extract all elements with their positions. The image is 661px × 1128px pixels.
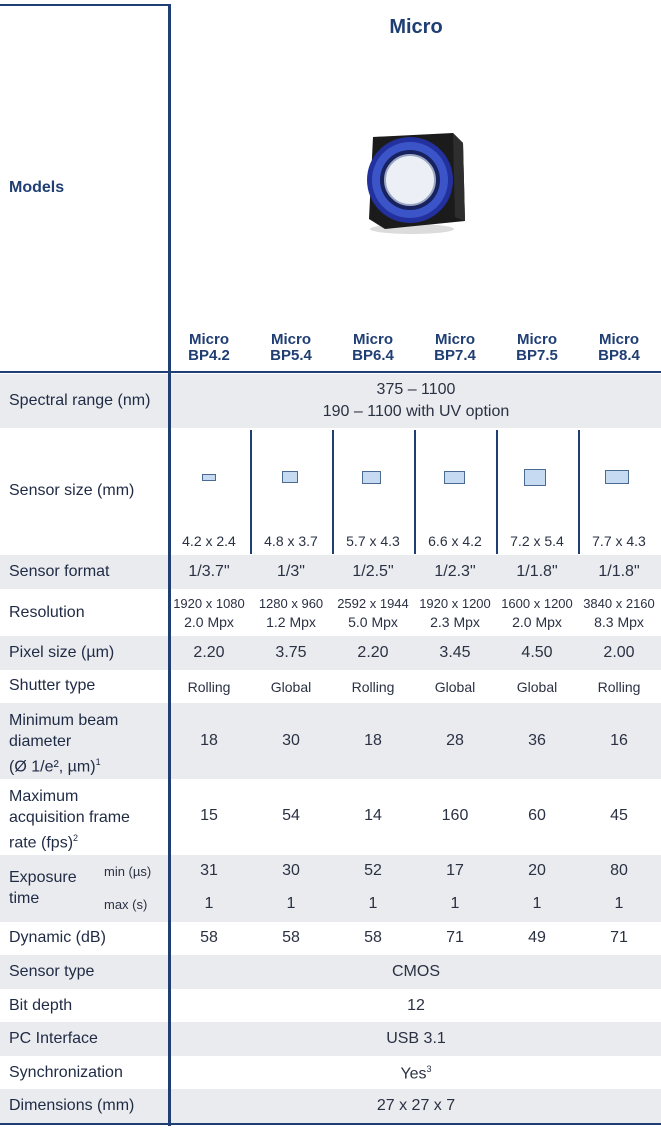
shutter-label: Shutter type — [9, 677, 96, 694]
pixel-size-bp7-5: 4.50 — [521, 644, 553, 661]
beam-label: Minimum beam diameter (Ø 1/e², µm)$^1$ — [9, 712, 119, 776]
resolution-px-bp7-4: 1920 x 1200 — [419, 596, 491, 611]
models-label: Models — [9, 179, 65, 196]
pixel-size-bp6-4: 2.20 — [357, 644, 389, 661]
exposure-max-bp4-2: 1 — [204, 895, 214, 912]
frame-rate-label: Maximum acquisition frame rate (fps)$^2$ — [9, 788, 130, 852]
pixel-size-bp4-2: 2.20 — [193, 644, 225, 661]
model-bp6-4: Micro BP6.4 — [352, 331, 394, 364]
exposure-min-label: min (µs) — [104, 864, 152, 879]
shutter-bp6-4: Rolling — [351, 679, 395, 695]
sensor-format-bp4-2: 1/3.7" — [188, 563, 230, 580]
shutter-bp7-4: Global — [434, 679, 476, 695]
sensor-size-icon-bp6-4 — [362, 471, 381, 484]
pc-interface-label: PC Interface — [9, 1030, 98, 1047]
dimensions-label: Dimensions (mm) — [9, 1097, 135, 1114]
frame-rate-bp4-2: 15 — [200, 807, 218, 824]
exposure-min-bp7-5: 20 — [528, 862, 546, 879]
model-bp7-4: Micro BP7.4 — [434, 331, 476, 364]
sensor-format-bp5-4: 1/3" — [277, 563, 305, 580]
resolution-mpx-bp5-4: 1.2 Mpx — [266, 614, 316, 630]
beam-bp4-2: 18 — [200, 732, 218, 749]
sensor-size-icon-bp4-2 — [202, 474, 216, 481]
product-title: Micro — [389, 16, 443, 38]
dynamic-bp4-2: 58 — [200, 929, 218, 946]
sensor-type-value: CMOS — [392, 963, 440, 980]
resolution-px-bp7-5: 1600 x 1200 — [501, 596, 573, 611]
resolution-mpx-bp8-4: 8.3 Mpx — [594, 614, 644, 630]
top-left-border — [0, 4, 168, 6]
pixel-size-label: Pixel size (µm) — [9, 644, 115, 661]
frame-rate-bp7-5: 60 — [528, 807, 546, 824]
sensor-size-bp6-4: 5.7 x 4.3 — [346, 533, 400, 549]
sensor-size-icon-bp8-4 — [605, 470, 629, 484]
exposure-min-bp8-4: 80 — [610, 862, 628, 879]
exposure-max-label: max (s) — [104, 897, 148, 912]
sensor-size-bp4-2: 4.2 x 2.4 — [182, 533, 236, 549]
sensor-size-bp7-5: 7.2 x 5.4 — [510, 533, 564, 549]
sensor-size-icon-bp7-5 — [524, 469, 546, 486]
model-bp5-4: Micro BP5.4 — [270, 331, 312, 364]
sensor-format-bp8-4: 1/1.8" — [598, 563, 640, 580]
model-bp4-2: Micro BP4.2 — [188, 331, 230, 364]
beam-bp6-4: 18 — [364, 732, 382, 749]
spectral-value-1: 375 – 1100 — [376, 381, 456, 398]
resolution-px-bp6-4: 2592 x 1944 — [337, 596, 409, 611]
sync-value: Yes$^3$ — [400, 1064, 432, 1083]
resolution-mpx-bp4-2: 2.0 Mpx — [184, 614, 234, 630]
sensor-type-label: Sensor type — [9, 963, 95, 980]
dimensions-value: 27 x 27 x 7 — [376, 1097, 456, 1114]
sensor-format-bp6-4: 1/2.5" — [352, 563, 394, 580]
shutter-bp7-5: Global — [516, 679, 558, 695]
sensor-size-label: Sensor size (mm) — [9, 482, 135, 499]
table-bottom-border — [0, 1123, 661, 1125]
dynamic-label: Dynamic (dB) — [9, 929, 106, 946]
dynamic-bp6-4: 58 — [364, 929, 382, 946]
resolution-mpx-bp7-5: 2.0 Mpx — [512, 614, 562, 630]
resolution-mpx-bp6-4: 5.0 Mpx — [348, 614, 398, 630]
sensor-size-bp5-4: 4.8 x 3.7 — [264, 533, 318, 549]
shutter-bp8-4: Rolling — [597, 679, 641, 695]
pc-interface-value: USB 3.1 — [386, 1030, 446, 1047]
exposure-label: Exposure time — [9, 869, 77, 907]
model-bp7-5: Micro BP7.5 — [516, 331, 558, 364]
sensor-size-bp7-4: 6.6 x 4.2 — [428, 533, 482, 549]
sensor-size-bp8-4: 7.7 x 4.3 — [592, 533, 646, 549]
sync-label: Synchronization — [9, 1064, 123, 1081]
dynamic-bp5-4: 58 — [282, 929, 300, 946]
pixel-size-bp7-4: 3.45 — [439, 644, 471, 661]
dynamic-bp8-4: 71 — [610, 929, 628, 946]
sensor-format-label: Sensor format — [9, 563, 110, 580]
header-bottom-border — [0, 371, 661, 373]
camera-image — [355, 125, 470, 235]
exposure-max-bp7-4: 1 — [450, 895, 460, 912]
shutter-bp4-2: Rolling — [187, 679, 231, 695]
spectral-label: Spectral range (nm) — [9, 392, 151, 409]
exposure-max-bp5-4: 1 — [286, 895, 296, 912]
resolution-label: Resolution — [9, 604, 85, 621]
spectral-value-2: 190 – 1100 with UV option — [322, 403, 510, 420]
sensor-format-bp7-4: 1/2.3" — [434, 563, 476, 580]
pixel-size-bp5-4: 3.75 — [275, 644, 307, 661]
frame-rate-bp8-4: 45 — [610, 807, 628, 824]
exposure-max-bp8-4: 1 — [614, 895, 624, 912]
shutter-bp5-4: Global — [270, 679, 312, 695]
beam-bp8-4: 16 — [610, 732, 628, 749]
exposure-min-bp4-2: 31 — [200, 862, 218, 879]
resolution-px-bp4-2: 1920 x 1080 — [173, 596, 245, 611]
dynamic-bp7-5: 49 — [528, 929, 546, 946]
dynamic-bp7-4: 71 — [446, 929, 464, 946]
beam-bp5-4: 30 — [282, 732, 300, 749]
resolution-mpx-bp7-4: 2.3 Mpx — [430, 614, 480, 630]
sensor-format-bp7-5: 1/1.8" — [516, 563, 558, 580]
beam-bp7-4: 28 — [446, 732, 464, 749]
resolution-px-bp8-4: 3840 x 2160 — [583, 596, 655, 611]
bit-depth-value: 12 — [407, 997, 425, 1014]
model-bp8-4: Micro BP8.4 — [598, 331, 640, 364]
frame-rate-bp7-4: 160 — [441, 807, 469, 824]
beam-bp7-5: 36 — [528, 732, 546, 749]
pixel-size-bp8-4: 2.00 — [603, 644, 635, 661]
exposure-min-bp7-4: 17 — [446, 862, 464, 879]
exposure-min-bp6-4: 52 — [364, 862, 382, 879]
exposure-min-bp5-4: 30 — [282, 862, 300, 879]
exposure-max-bp7-5: 1 — [532, 895, 542, 912]
exposure-max-bp6-4: 1 — [368, 895, 378, 912]
bit-depth-label: Bit depth — [9, 997, 73, 1014]
frame-rate-bp5-4: 54 — [282, 807, 300, 824]
resolution-px-bp5-4: 1280 x 960 — [258, 596, 324, 611]
frame-rate-bp6-4: 14 — [364, 807, 382, 824]
sensor-size-icon-bp5-4 — [282, 471, 298, 483]
sensor-size-icon-bp7-4 — [444, 471, 465, 484]
